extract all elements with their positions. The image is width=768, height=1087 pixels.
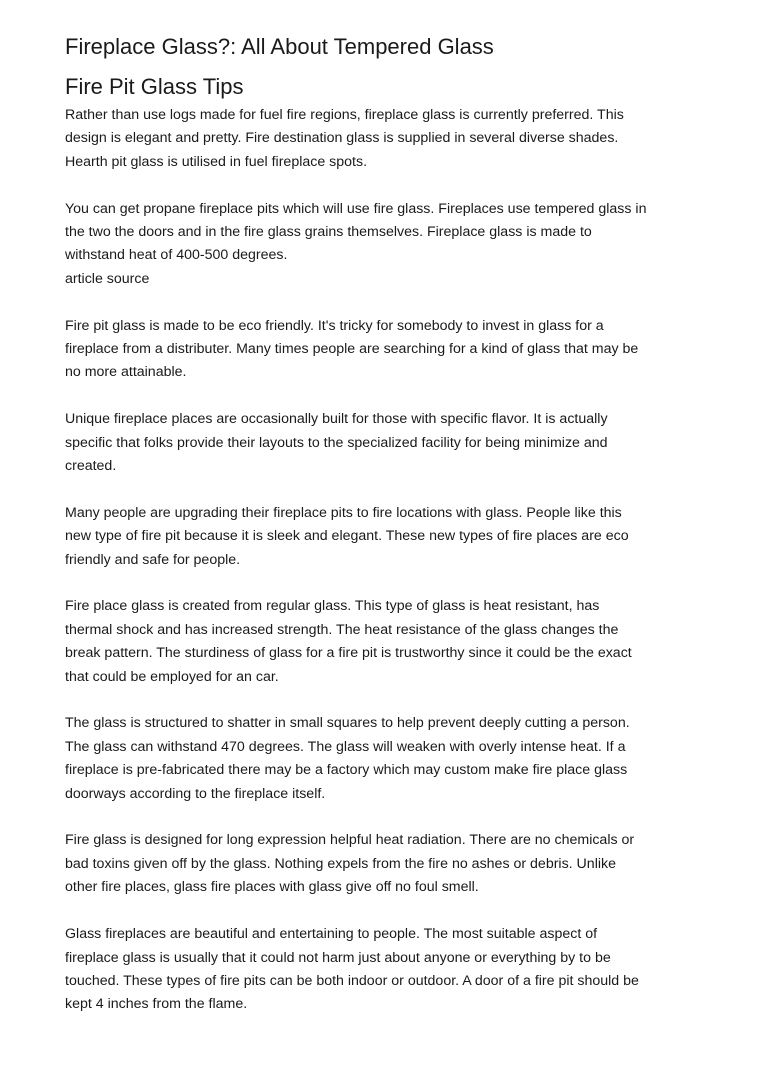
paragraph-line: Hearth pit glass is utilised in fuel fireplace spots. <box>65 153 368 170</box>
paragraph-line: other fire places, glass fire places with glass give off no foul smell. <box>65 879 479 896</box>
paragraph-line: Fire glass is designed for long expression helpful heat radiation. There are no chemicals or <box>65 832 635 849</box>
paragraph-line: fireplace from a distributer. Many times people are searching for a kind of glass that may be <box>65 341 639 358</box>
paragraph-line: fireplace is pre-fabricated there may be a factory which may custom make fire place glass <box>65 762 628 779</box>
paragraph-line: The glass is structured to shatter in small squares to help prevent deeply cutting a person. <box>65 715 630 732</box>
section-heading: Fire Pit Glass Tips <box>65 74 244 99</box>
paragraph-line: friendly and safe for people. <box>65 551 241 568</box>
paragraph-line: fireplace glass is usually that it could not harm just about anyone or everything by to be <box>65 949 611 966</box>
paragraph-4 <box>65 408 715 478</box>
paragraph-line: break pattern. The sturdiness of glass for a fire pit is trustworthy since it could be the exact <box>65 645 632 662</box>
paragraph-line: bad toxins given off by the glass. Nothing expels from the fire no ashes or debris. Unlike <box>65 855 616 872</box>
paragraph-line: kept 4 inches from the flame. <box>65 996 248 1013</box>
paragraph-7 <box>65 712 715 806</box>
paragraph-line: thermal shock and has increased strength. The heat resistance of the glass changes the <box>65 621 619 638</box>
paragraph-line: the two the doors and in the fire glass grains themselves. Fireplace glass is made to <box>65 224 592 241</box>
paragraph-line: specific that folks provide their layouts to the specialized facility for being minimize and <box>65 434 608 451</box>
paragraph-line: Fire pit glass is made to be eco friendly. It's tricky for somebody to invest in glass for a <box>65 317 604 334</box>
paragraph-line: Fire place glass is created from regular glass. This type of glass is heat resistant, has <box>65 598 600 615</box>
paragraph-line: You can get propane fireplace pits which will use fire glass. Fireplaces use tempered glass in <box>65 200 647 217</box>
paragraph-line: doorways according to the fireplace itself. <box>65 785 326 802</box>
paragraph-line: Unique fireplace places are occasionally built for those with specific flavor. It is actually <box>65 411 608 428</box>
paragraph-line: new type of fire pit because it is sleek and elegant. These new types of fire places are eco <box>65 528 629 545</box>
article-source-link[interactable]: article source <box>65 270 150 287</box>
paragraph-9 <box>65 923 715 1017</box>
paragraph-line: The glass can withstand 470 degrees. The glass will weaken with overly intense heat. If a <box>65 738 626 755</box>
paragraph-6 <box>65 595 715 689</box>
paragraph-2 <box>65 198 715 292</box>
paragraph-line: Rather than use logs made for fuel fire regions, fireplace glass is currently preferred. This <box>65 107 624 123</box>
paragraph-line: Glass fireplaces are beautiful and entertaining to people. The most suitable aspect of <box>65 926 598 943</box>
page-title: Fireplace Glass?: All About Tempered Glass <box>65 34 494 59</box>
document-page <box>65 30 715 1017</box>
paragraph-line: created. <box>65 458 117 475</box>
paragraph-line: touched. These types of fire pits can be both indoor or outdoor. A door of a fire pit should be <box>65 972 639 989</box>
paragraph-line: that could be employed for an car. <box>65 668 279 685</box>
paragraph-8 <box>65 829 715 899</box>
paragraph-5 <box>65 502 715 572</box>
paragraph-1 <box>65 104 715 174</box>
paragraph-line: design is elegant and pretty. Fire destination glass is supplied in several diverse shades. <box>65 130 619 147</box>
paragraph-3 <box>65 315 715 385</box>
paragraph-line: Many people are upgrading their fireplace pits to fire locations with glass. People like this <box>65 504 622 521</box>
paragraph-line: no more attainable. <box>65 364 187 381</box>
paragraph-line: withstand heat of 400-500 degrees. <box>65 247 288 264</box>
